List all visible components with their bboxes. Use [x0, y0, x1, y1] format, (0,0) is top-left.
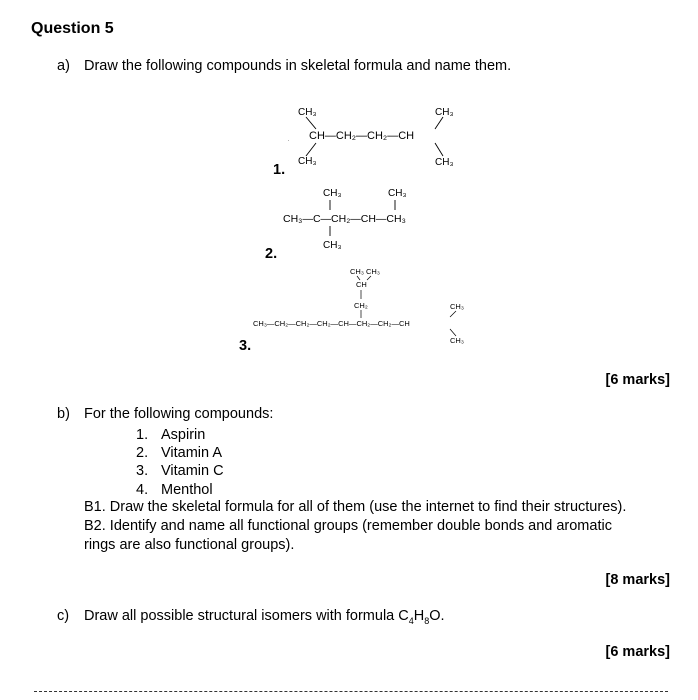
page-divider: [34, 691, 668, 692]
s2-top2: CH₃: [388, 188, 407, 199]
structure-3: [250, 262, 470, 352]
svg-text:.: .: [288, 137, 290, 143]
structure-2: [280, 180, 480, 255]
s3-branch-ch2: CH₂: [354, 301, 368, 310]
s3-right-top: CH₃: [450, 302, 464, 311]
s3-branch-top2: CH₃: [366, 267, 380, 276]
s3-chain: CH₃—CH₂—CH₂—CH₂—CH—CH₂—CH₂—CH: [253, 319, 410, 328]
list-item: 4. Menthol: [136, 481, 213, 498]
part-b-label: b): [57, 406, 70, 422]
s1-br: CH₃: [435, 157, 454, 168]
part-b2-text-line2: rings are also functional groups).: [84, 537, 295, 553]
s1-tl: CH₃: [298, 107, 317, 118]
s3-branch-top1: CH₃: [350, 267, 364, 276]
s2-bottom: CH₃: [323, 240, 342, 251]
list-item: 1. Aspirin: [136, 427, 206, 443]
s3-branch-ch: CH: [356, 280, 367, 289]
s1-bl: CH₃: [298, 156, 317, 167]
part-a-text: Draw the following compounds in skeletal formula and name them.: [84, 58, 512, 74]
part-b2-text-line1: B2. Identify and name all functional groups (remember double bonds and aromatic: [84, 518, 612, 534]
question-title: Question 5: [31, 20, 114, 37]
compound-number-1: 1.: [273, 162, 286, 178]
s2-top1: CH₃: [323, 188, 342, 199]
part-b-marks: [8 marks]: [605, 572, 670, 588]
part-b-intro: For the following compounds:: [84, 406, 274, 422]
part-a-label: a): [57, 58, 70, 74]
compound-number-3: 3.: [239, 338, 252, 354]
part-c-text: Draw all possible structural isomers with formula $C_4H_8O$.: [84, 608, 445, 626]
s1-tr: CH₃: [435, 107, 454, 118]
compound-number-2: 2.: [265, 246, 278, 262]
part-c-label: c): [57, 608, 70, 624]
s3-right-bottom: CH₃: [450, 336, 464, 345]
part-b1-text: B1. Draw the skeletal formula for all of them (use the internet to find their structures).: [84, 499, 627, 515]
compound-list: [136, 426, 224, 499]
s1-chain: CH—CH₂—CH₂—CH: [309, 130, 415, 142]
s2-chain: CH₃—C—CH₂—CH—CH₃: [283, 213, 406, 225]
part-a-marks: [6 marks]: [605, 372, 670, 388]
structure-1: [280, 100, 480, 175]
part-c-marks: [6 marks]: [605, 644, 670, 660]
list-item: 3. Vitamin C: [136, 463, 224, 480]
list-item: 2. Vitamin A: [136, 445, 222, 462]
